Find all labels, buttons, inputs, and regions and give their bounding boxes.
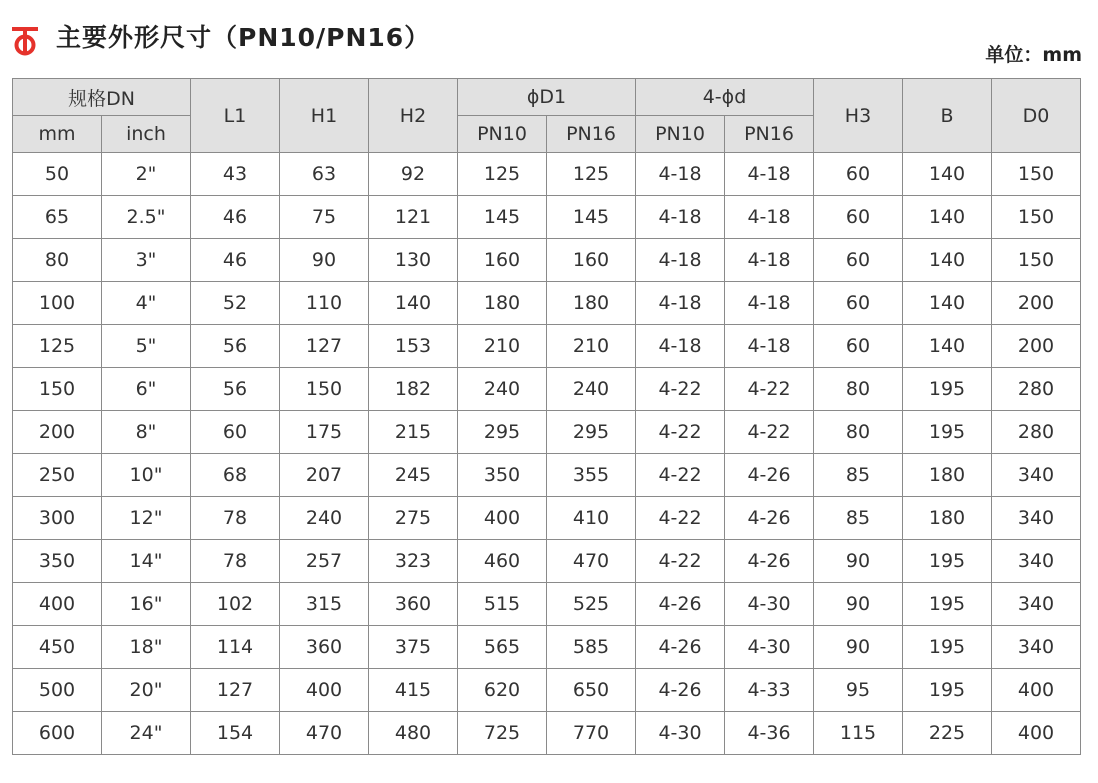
table-cell: 4-26: [725, 454, 814, 497]
table-cell: 200: [992, 325, 1081, 368]
table-cell: 195: [903, 583, 992, 626]
table-cell: 275: [369, 497, 458, 540]
table-cell: 102: [191, 583, 280, 626]
table-cell: 52: [191, 282, 280, 325]
header-b: B: [903, 79, 992, 153]
table-cell: 150: [992, 239, 1081, 282]
table-cell: 400: [458, 497, 547, 540]
table-cell: 450: [13, 626, 102, 669]
table-cell: 470: [547, 540, 636, 583]
table-cell: 4-18: [725, 196, 814, 239]
header-h3: H3: [814, 79, 903, 153]
table-cell: 195: [903, 540, 992, 583]
table-cell: 125: [13, 325, 102, 368]
table-cell: 160: [458, 239, 547, 282]
page-title: 主要外形尺寸（PN10/PN16）: [56, 23, 431, 52]
table-cell: 14": [102, 540, 191, 583]
table-cell: 2": [102, 153, 191, 196]
table-cell: 620: [458, 669, 547, 712]
table-cell: 154: [191, 712, 280, 755]
table-cell: 460: [458, 540, 547, 583]
table-cell: 182: [369, 368, 458, 411]
table-row: [13, 368, 1081, 411]
table-cell: 480: [369, 712, 458, 755]
table-cell: 4-22: [725, 368, 814, 411]
table-cell: 78: [191, 540, 280, 583]
table-cell: 60: [814, 153, 903, 196]
table-cell: 80: [814, 368, 903, 411]
table-row: [13, 411, 1081, 454]
table-cell: 350: [13, 540, 102, 583]
table-cell: 195: [903, 669, 992, 712]
table-cell: 280: [992, 368, 1081, 411]
table-cell: 400: [280, 669, 369, 712]
table-cell: 8": [102, 411, 191, 454]
header-dn: 规格DN: [13, 79, 191, 116]
table-cell: 24": [102, 712, 191, 755]
table-cell: 125: [547, 153, 636, 196]
table-cell: 60: [191, 411, 280, 454]
table-cell: 375: [369, 626, 458, 669]
table-cell: 56: [191, 368, 280, 411]
table-cell: 100: [13, 282, 102, 325]
table-cell: 85: [814, 497, 903, 540]
table-cell: 300: [13, 497, 102, 540]
table-cell: 295: [547, 411, 636, 454]
table-cell: 195: [903, 626, 992, 669]
table-cell: 240: [547, 368, 636, 411]
table-cell: 4-22: [636, 540, 725, 583]
table-cell: 160: [547, 239, 636, 282]
table-cell: 340: [992, 583, 1081, 626]
table-cell: 340: [992, 497, 1081, 540]
table-cell: 515: [458, 583, 547, 626]
table-cell: 150: [280, 368, 369, 411]
table-cell: 195: [903, 368, 992, 411]
table-cell: 90: [814, 540, 903, 583]
table-cell: 470: [280, 712, 369, 755]
table-row: [13, 325, 1081, 368]
table-cell: 4-26: [725, 540, 814, 583]
table-row: [13, 239, 1081, 282]
table-cell: 770: [547, 712, 636, 755]
table-cell: 18": [102, 626, 191, 669]
table-cell: 140: [369, 282, 458, 325]
table-cell: 150: [992, 196, 1081, 239]
table-cell: 340: [992, 454, 1081, 497]
table-cell: 50: [13, 153, 102, 196]
table-cell: 12": [102, 497, 191, 540]
header-d0: D0: [992, 79, 1081, 153]
table-cell: 60: [814, 325, 903, 368]
table-cell: 63: [280, 153, 369, 196]
table-cell: 4-18: [725, 239, 814, 282]
table-cell: 4-30: [636, 712, 725, 755]
table-cell: 46: [191, 196, 280, 239]
table-row: [13, 153, 1081, 196]
table-cell: 145: [458, 196, 547, 239]
table-cell: 340: [992, 540, 1081, 583]
table-cell: 125: [458, 153, 547, 196]
table-cell: 650: [547, 669, 636, 712]
header-d-pn16: PN16: [725, 116, 814, 153]
table-cell: 4-33: [725, 669, 814, 712]
table-cell: 90: [814, 583, 903, 626]
table-cell: 565: [458, 626, 547, 669]
header-d1-pn10: PN10: [458, 116, 547, 153]
table-cell: 4-18: [636, 325, 725, 368]
table-cell: 95: [814, 669, 903, 712]
table-cell: 180: [903, 497, 992, 540]
table-cell: 400: [13, 583, 102, 626]
table-cell: 195: [903, 411, 992, 454]
table-cell: 60: [814, 282, 903, 325]
table-cell: 4-22: [636, 454, 725, 497]
table-cell: 280: [992, 411, 1081, 454]
table-cell: 150: [13, 368, 102, 411]
table-cell: 4-22: [636, 497, 725, 540]
table-cell: 340: [992, 626, 1081, 669]
table-cell: 245: [369, 454, 458, 497]
table-cell: 145: [547, 196, 636, 239]
table-cell: 127: [191, 669, 280, 712]
table-cell: 257: [280, 540, 369, 583]
table-cell: 56: [191, 325, 280, 368]
table-cell: 210: [458, 325, 547, 368]
table-cell: 415: [369, 669, 458, 712]
table-cell: 60: [814, 196, 903, 239]
table-cell: 127: [280, 325, 369, 368]
table-cell: 114: [191, 626, 280, 669]
table-cell: 4-22: [725, 411, 814, 454]
table-cell: 4-18: [725, 153, 814, 196]
table-cell: 4-22: [636, 368, 725, 411]
table-cell: 121: [369, 196, 458, 239]
table-row: [13, 626, 1081, 669]
table-cell: 175: [280, 411, 369, 454]
table-cell: 130: [369, 239, 458, 282]
table-cell: 200: [992, 282, 1081, 325]
header-d-pn10: PN10: [636, 116, 725, 153]
table-cell: 525: [547, 583, 636, 626]
table-cell: 200: [13, 411, 102, 454]
table-cell: 140: [903, 282, 992, 325]
table-cell: 4-18: [636, 196, 725, 239]
table-cell: 6": [102, 368, 191, 411]
table-cell: 140: [903, 153, 992, 196]
table-cell: 500: [13, 669, 102, 712]
table-cell: 207: [280, 454, 369, 497]
table-cell: 725: [458, 712, 547, 755]
table-cell: 225: [903, 712, 992, 755]
table-cell: 180: [547, 282, 636, 325]
table-cell: 360: [369, 583, 458, 626]
table-row: [13, 196, 1081, 239]
table-cell: 360: [280, 626, 369, 669]
table-cell: 240: [458, 368, 547, 411]
table-cell: 110: [280, 282, 369, 325]
table-cell: 4": [102, 282, 191, 325]
table-cell: 60: [814, 239, 903, 282]
table-cell: 78: [191, 497, 280, 540]
table-cell: 4-18: [636, 282, 725, 325]
table-cell: 210: [547, 325, 636, 368]
table-cell: 140: [903, 239, 992, 282]
table-row: [13, 669, 1081, 712]
table-cell: 153: [369, 325, 458, 368]
unit-label: 单位：mm: [985, 44, 1082, 66]
header-bolt-holes: 4-ϕd: [636, 79, 814, 116]
table-cell: 250: [13, 454, 102, 497]
table-row: [13, 540, 1081, 583]
table-cell: 90: [814, 626, 903, 669]
table-cell: 85: [814, 454, 903, 497]
table-cell: 5": [102, 325, 191, 368]
table-row: [13, 282, 1081, 325]
table-row: [13, 712, 1081, 755]
table-body: [13, 153, 1081, 755]
table-cell: 315: [280, 583, 369, 626]
table-cell: 585: [547, 626, 636, 669]
table-cell: 323: [369, 540, 458, 583]
table-cell: 4-26: [636, 669, 725, 712]
header-mm: mm: [13, 116, 102, 153]
table-cell: 4-18: [636, 153, 725, 196]
table-cell: 215: [369, 411, 458, 454]
header-d1: ϕD1: [458, 79, 636, 116]
table-cell: 4-30: [725, 583, 814, 626]
table-cell: 16": [102, 583, 191, 626]
table-row: [13, 454, 1081, 497]
table-cell: 4-26: [636, 626, 725, 669]
header-d1-pn16: PN16: [547, 116, 636, 153]
valve-logo-icon: [12, 26, 38, 56]
table-cell: 4-18: [725, 325, 814, 368]
table-cell: 10": [102, 454, 191, 497]
header-inch: inch: [102, 116, 191, 153]
table-cell: 400: [992, 712, 1081, 755]
table-cell: 3": [102, 239, 191, 282]
header-h2: H2: [369, 79, 458, 153]
header-l1: L1: [191, 79, 280, 153]
table-cell: 4-18: [725, 282, 814, 325]
table-cell: 400: [992, 669, 1081, 712]
table-cell: 68: [191, 454, 280, 497]
table-cell: 4-36: [725, 712, 814, 755]
table-cell: 80: [13, 239, 102, 282]
table-cell: 46: [191, 239, 280, 282]
header-h1: H1: [280, 79, 369, 153]
table-cell: 80: [814, 411, 903, 454]
table-row: [13, 497, 1081, 540]
table-cell: 90: [280, 239, 369, 282]
table-cell: 115: [814, 712, 903, 755]
table-cell: 2.5": [102, 196, 191, 239]
table-cell: 65: [13, 196, 102, 239]
table-cell: 140: [903, 325, 992, 368]
table-cell: 4-26: [636, 583, 725, 626]
table-cell: 140: [903, 196, 992, 239]
table-cell: 4-30: [725, 626, 814, 669]
table-cell: 295: [458, 411, 547, 454]
table-cell: 4-26: [725, 497, 814, 540]
table-cell: 240: [280, 497, 369, 540]
table-cell: 410: [547, 497, 636, 540]
table-cell: 4-22: [636, 411, 725, 454]
table-cell: 180: [458, 282, 547, 325]
table-cell: 92: [369, 153, 458, 196]
table-cell: 4-18: [636, 239, 725, 282]
table-cell: 355: [547, 454, 636, 497]
table-cell: 600: [13, 712, 102, 755]
table-cell: 43: [191, 153, 280, 196]
dimension-table: [12, 78, 1081, 755]
table-row: [13, 583, 1081, 626]
table-cell: 75: [280, 196, 369, 239]
table-cell: 350: [458, 454, 547, 497]
table-cell: 150: [992, 153, 1081, 196]
table-cell: 180: [903, 454, 992, 497]
table-cell: 20": [102, 669, 191, 712]
